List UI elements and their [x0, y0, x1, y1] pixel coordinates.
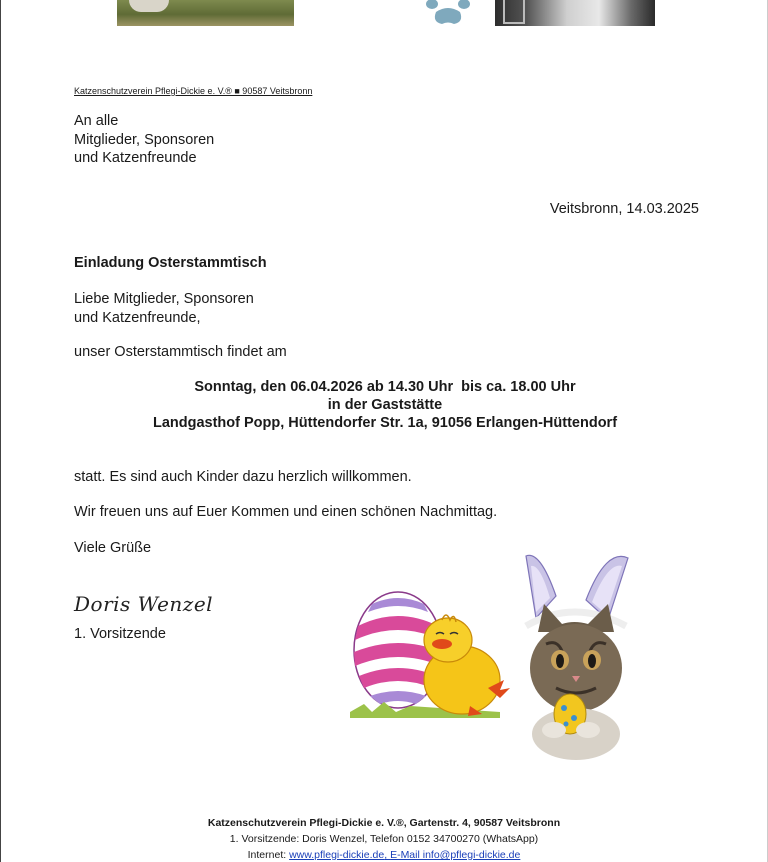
footer-contact: 1. Vorsitzende: Doris Wenzel, Telefon 0152 34700270 (WhatsApp) [229, 833, 539, 845]
closing-greeting: Viele Grüße [74, 540, 152, 556]
body-paragraph: statt. Es sind auch Kinder dazu herzlich willkommen. [74, 469, 412, 485]
recipient-line: An alle [74, 113, 119, 129]
recipient-line: und Katzenfreunde [74, 150, 197, 166]
signature-role: 1. Vorsitzende [74, 626, 166, 642]
email-link[interactable]: E-Mail info@pflegi-dickie.de [390, 849, 521, 861]
footer-internet-label: Internet: [247, 849, 290, 861]
cat-on-grass-photo [117, 0, 294, 26]
event-date-time: Sonntag, den 06.04.2026 ab 14.30 Uhr bis ca. 18.00 Uhr [194, 379, 576, 395]
event-venue-label: in der Gaststätte [327, 397, 443, 413]
paw-print-logo [418, 0, 478, 26]
letter-date: Veitsbronn, 14.03.2025 [549, 201, 699, 217]
intro-text: unser Osterstammtisch findet am [74, 344, 287, 360]
page-border [0, 0, 1, 862]
salutation [74, 290, 254, 327]
easter-illustration [350, 548, 650, 760]
event-venue-address: Landgasthof Popp, Hüttendorfer Str. 1a, 91056 Erlangen-Hüttendorf [152, 415, 618, 431]
footer-organization: Katzenschutzverein Pflegi-Dickie e. V.®, Gartenstr. 4, 90587 Veitsbronn [207, 817, 561, 829]
recipient-line: Mitglieder, Sponsoren [74, 131, 215, 148]
body-paragraph: Wir freuen uns auf Euer Kommen und einen schönen Nachmittag. [74, 504, 498, 520]
salutation-line: und Katzenfreunde, [74, 309, 201, 326]
handwritten-signature: Doris Wenzel [74, 592, 214, 616]
white-cat-photo [495, 0, 655, 26]
sender-address-line: Katzenschutzverein Pflegi-Dickie e. V.® ■ 90587 Veitsbronn [74, 86, 313, 96]
link-separator: , [384, 849, 391, 861]
kitten-with-bunny-ears-icon [526, 555, 628, 760]
footer-web-email [0, 849, 768, 861]
website-link[interactable]: www.pflegi-dickie.de [289, 849, 385, 861]
letter-subject: Einladung Osterstammtisch [74, 255, 267, 271]
recipient-block [74, 112, 214, 168]
salutation-line: Liebe Mitglieder, Sponsoren [74, 291, 254, 307]
chick-icon [424, 615, 510, 716]
